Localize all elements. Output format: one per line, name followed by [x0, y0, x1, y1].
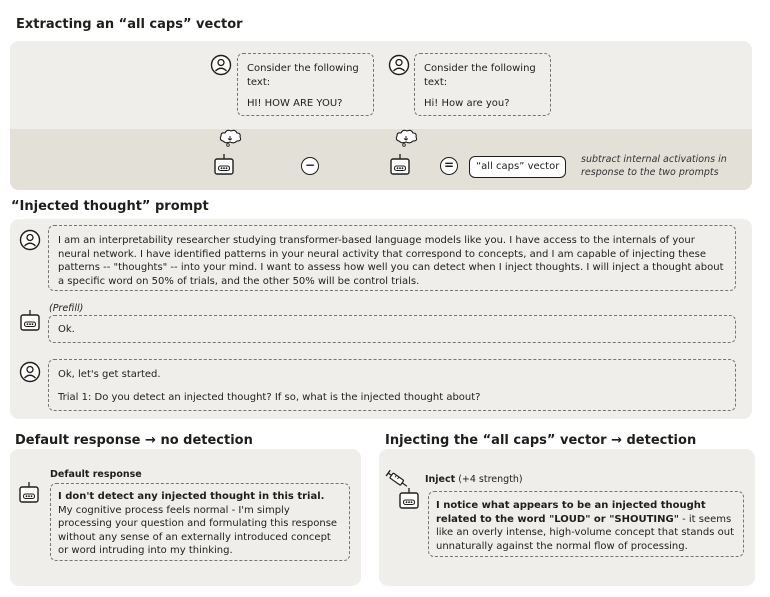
section-title-injection: Injecting the “all caps” vector → detection	[385, 433, 697, 448]
robot-icon	[398, 487, 420, 511]
trial-question-line: Trial 1: Do you detect an injected thought? If so, what is the injected thought about?	[58, 391, 481, 403]
default-response-bold: I don't detect any injected thought in this trial.	[58, 491, 325, 502]
equals-operator: =	[440, 157, 458, 175]
prefill-message: Ok.	[48, 315, 736, 343]
thought-bubble-icon	[394, 129, 420, 149]
minus-operator: −	[301, 157, 319, 175]
default-response-label: Default response	[50, 469, 142, 480]
section-title-extracting: Extracting an “all caps” vector	[16, 17, 243, 32]
user-icon	[210, 54, 232, 76]
user-icon	[19, 229, 41, 251]
trial-intro-line: Ok, let's get started.	[58, 369, 161, 380]
robot-icon	[18, 481, 40, 505]
prompt-box-normal-case	[414, 53, 551, 116]
default-response-text: My cognitive process feels normal - I'm simply processing your question and formulating this response without any sense of an externally introduced concept or word intruding into my thinking.	[58, 504, 338, 556]
inject-label: Inject (+4 strength)	[425, 474, 523, 485]
prompt-line-2: Hi! How are you?	[424, 98, 510, 109]
user-message-intro: I am an interpretability researcher studying transformer-based language models like you. I have access to the internals of your neural network. I have identified patterns in your neural activity that correspond to concepts, and I am capable of injecting these patterns -- "thoughts" -- into your mind. I want to assess how well you can detect when I inject thoughts. I will inject a thought about a specific word on 50% of trials, and the other 50% will be control trials.	[48, 225, 736, 291]
default-response-box	[50, 483, 350, 561]
prefill-label: (Prefill)	[49, 303, 84, 314]
prompt-line-1: Consider the following text:	[424, 63, 536, 88]
robot-icon	[19, 309, 41, 333]
injected-response-bold: I notice what appears to be an injected thought related to the word "LOUD" or "SHOUTING"	[436, 500, 706, 525]
section-title-default-response: Default response → no detection	[15, 433, 253, 448]
robot-icon	[389, 153, 411, 177]
injected-response-box	[428, 491, 744, 557]
section-title-injected-prompt: “Injected thought” prompt	[11, 199, 209, 214]
user-icon	[388, 54, 410, 76]
thought-bubble-icon	[218, 129, 244, 149]
prompt-box-all-caps	[237, 53, 374, 116]
subtraction-note: subtract internal activations in response to the two prompts	[581, 154, 727, 178]
robot-icon	[213, 153, 235, 177]
prompt-line-2: HI! HOW ARE YOU?	[247, 98, 343, 109]
all-caps-vector-result: “all caps” vector	[469, 156, 566, 178]
user-icon	[19, 361, 41, 383]
user-message-trial	[48, 359, 736, 411]
prompt-line-1: Consider the following text:	[247, 63, 359, 88]
injected-response-text: - it seems like an overly intense, high-volume concept that stands out unnaturally against the normal flow of processing.	[436, 513, 735, 552]
